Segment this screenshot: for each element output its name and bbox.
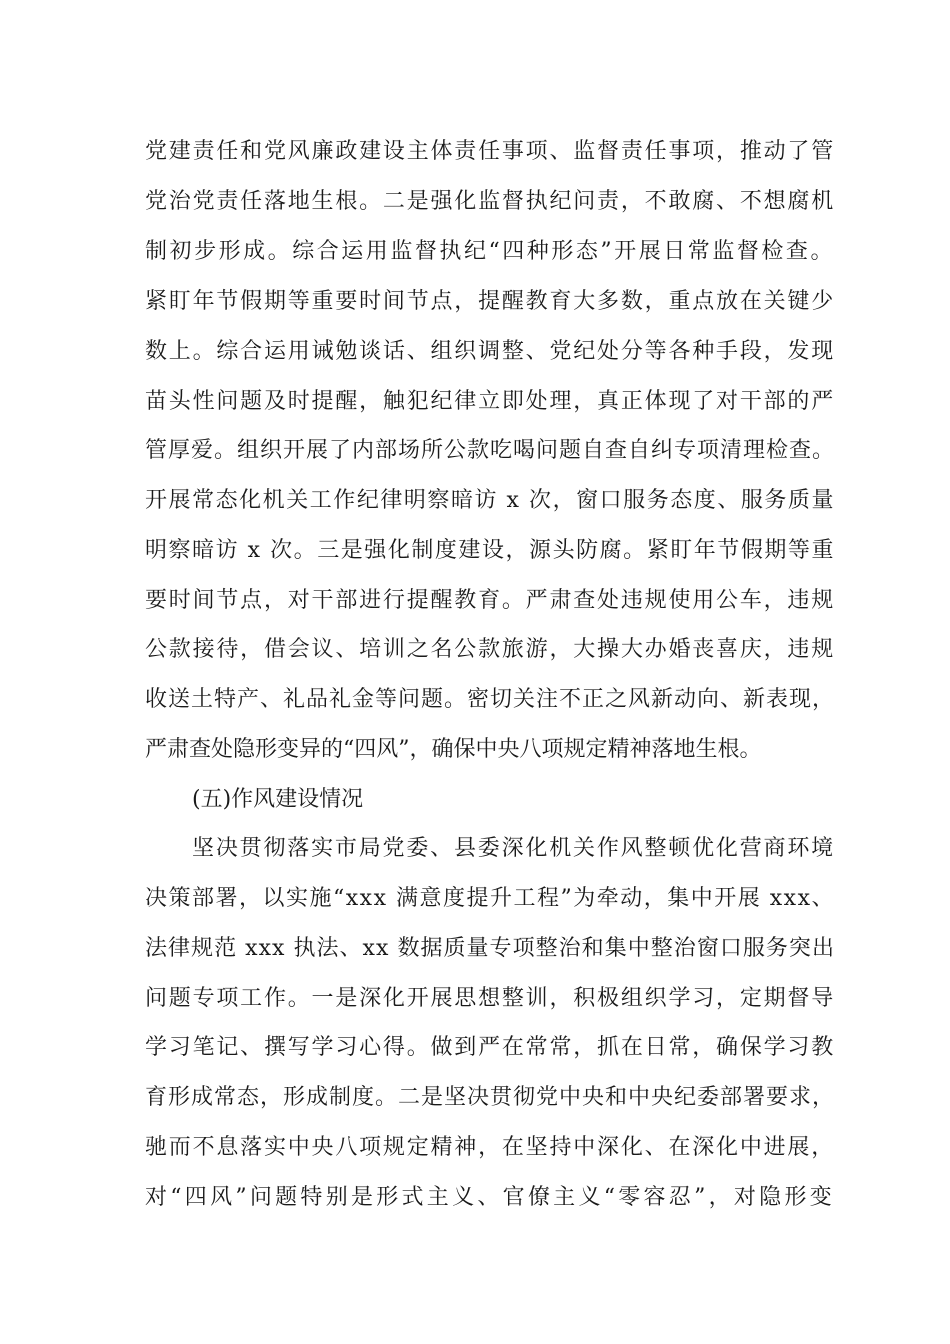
text-line: 坚决贯彻落实市局党委、县委深化机关作风整顿优化营商环境 xyxy=(192,836,835,861)
text-line: 要时间节点，对干部进行提醒教育。严肃查处违规使用公车，违规 xyxy=(145,588,835,613)
text-line: 对“四风”问题特别是形式主义、官僚主义“零容忍”，对隐形变 xyxy=(145,1185,835,1210)
text-line: 驰而不息落实中央八项规定精神，在坚持中深化、在深化中进展， xyxy=(145,1135,835,1160)
text-line: 制初步形成。综合运用监督执纪“四种形态”开展日常监督检查。 xyxy=(145,239,835,264)
text-line: 学习笔记、撰写学习心得。做到严在常常，抓在日常，确保学习教 xyxy=(145,1035,835,1060)
text-line: 数上。综合运用诫勉谈话、组织调整、党纪处分等各种手段，发现 xyxy=(145,339,835,364)
text-line: 开展常态化机关工作纪律明察暗访 x 次，窗口服务态度、服务质量 xyxy=(145,488,835,513)
text-line: 法律规范 xxx 执法、xx 数据质量专项整治和集中整治窗口服务突出 xyxy=(145,936,835,961)
text-line: 问题专项工作。一是深化开展思想整训，积极组织学习，定期督导 xyxy=(145,986,835,1011)
section-heading: (五)作风建设情况 xyxy=(192,787,364,812)
text-line: 明察暗访 x 次。三是强化制度建设，源头防腐。紧盯年节假期等重 xyxy=(145,538,835,563)
text-line: 收送土特产、礼品礼金等问题。密切关注不正之风新动向、新表现， xyxy=(145,687,835,712)
text-line: 党治党责任落地生根。二是强化监督执纪问责，不敢腐、不想腐机 xyxy=(145,189,835,214)
text-line: 管厚爱。组织开展了内部场所公款吃喝问题自查自纠专项清理检查。 xyxy=(145,438,835,463)
text-line: 育形成常态，形成制度。二是坚决贯彻党中央和中央纪委部署要求， xyxy=(145,1085,835,1110)
text-line: 紧盯年节假期等重要时间节点，提醒教育大多数，重点放在关键少 xyxy=(145,289,835,314)
text-line: 苗头性问题及时提醒，触犯纪律立即处理，真正体现了对干部的严 xyxy=(145,389,835,414)
text-line: 严肃查处隐形变异的“四风”，确保中央八项规定精神落地生根。 xyxy=(145,737,762,762)
text-line: 决策部署，以实施“xxx 满意度提升工程”为牵动，集中开展 xxx、 xyxy=(145,886,835,911)
text-line: 党建责任和党风廉政建设主体责任事项、监督责任事项，推动了管 xyxy=(145,139,835,164)
text-line: 公款接待，借会议、培训之名公款旅游，大操大办婚丧喜庆，违规 xyxy=(145,637,835,662)
